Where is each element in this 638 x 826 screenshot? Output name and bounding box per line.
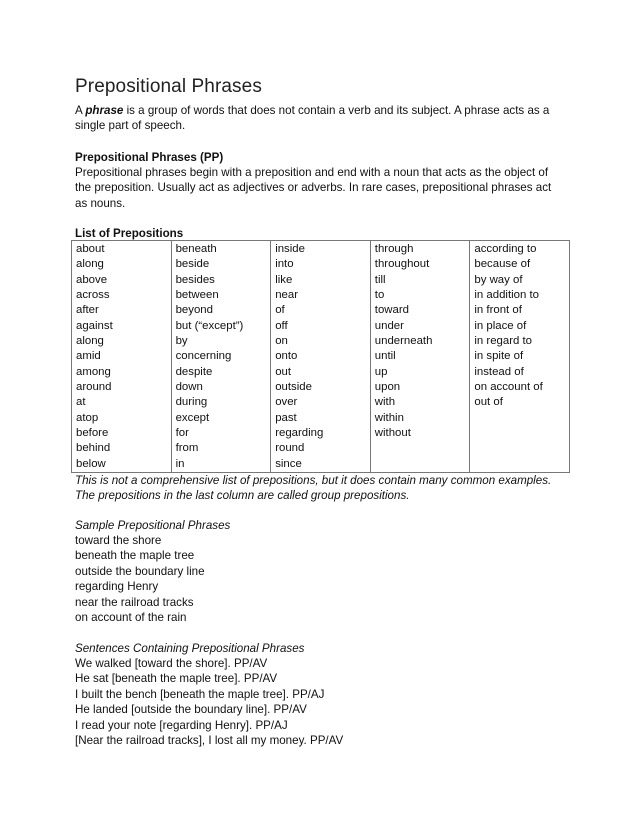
list-item: He landed [outside the boundary line]. PP/AV	[75, 703, 307, 717]
preposition-item: off	[275, 319, 288, 332]
preposition-item: among	[76, 365, 111, 378]
preposition-item: in front of	[474, 304, 522, 317]
preposition-item: after	[76, 304, 99, 317]
definition-term: phrase	[85, 104, 124, 117]
preposition-item: like	[275, 273, 293, 286]
preposition-item: till	[374, 273, 386, 286]
preposition-item: about	[76, 243, 105, 255]
preposition-item: according to	[474, 243, 537, 255]
preposition-item: at	[76, 396, 86, 409]
preposition-item: atop	[76, 411, 99, 424]
list-item: regarding Henry	[75, 580, 159, 594]
preposition-item: instead of	[474, 365, 524, 378]
preposition-item: below	[76, 457, 106, 470]
preposition-item: except	[175, 411, 210, 424]
preposition-item: beneath	[175, 243, 217, 255]
sample-heading: Sample Prepositional Phrases	[75, 519, 231, 532]
preposition-item: on account of	[474, 381, 543, 394]
preposition-item: along	[76, 258, 104, 271]
preposition-item: upon	[374, 381, 401, 394]
column-5-group-prepositions	[470, 241, 570, 473]
list-item: on account of the rain	[75, 611, 187, 625]
preposition-item: up	[374, 365, 388, 378]
preposition-item: besides	[175, 273, 215, 286]
preposition-item: out of	[474, 396, 503, 409]
note-line: This is not a comprehensive list of prepositions, but it does contain many common examples.	[75, 474, 552, 487]
preposition-item: toward	[374, 304, 409, 317]
preposition-item: by way of	[474, 273, 523, 286]
preposition-item: amid	[76, 350, 101, 363]
preposition-item: beside	[175, 258, 210, 271]
preposition-item: in spite of	[474, 350, 524, 363]
list-item: I read your note [regarding Henry]. PP/AJ	[75, 718, 288, 732]
phrase-definition	[75, 103, 565, 134]
preposition-item: because of	[474, 258, 531, 271]
preposition-item: against	[76, 319, 113, 332]
preposition-item: behind	[76, 442, 111, 455]
preposition-item: past	[275, 411, 297, 424]
preposition-item: in addition to	[474, 289, 539, 302]
list-item: We walked [toward the shore]. PP/AV	[75, 657, 268, 670]
preposition-item: in	[175, 457, 185, 470]
preposition-item: since	[275, 457, 302, 470]
list-item: near the railroad tracks	[75, 595, 194, 609]
column-4	[370, 241, 470, 473]
preposition-item: but (“except”)	[175, 319, 244, 332]
preposition-item: of	[275, 304, 285, 317]
preposition-item: from	[175, 442, 199, 455]
pp-heading: Prepositional Phrases (PP)	[75, 151, 224, 164]
preposition-item: into	[275, 258, 294, 271]
list-item: He sat [beneath the maple tree]. PP/AV	[75, 672, 278, 686]
preposition-item: around	[76, 381, 112, 394]
pp-description: Prepositional phrases begin with a preposition and end with a noun that acts as the object of the preposition. Usually act as adjectives or adverbs. In rare cases, prepositional phrases act as nouns.	[75, 166, 552, 210]
preposition-item: beyond	[175, 304, 213, 317]
sentences-heading: Sentences Containing Prepositional Phrases	[75, 642, 305, 655]
page-title: Prepositional Phrases	[75, 76, 262, 97]
preposition-item: throughout	[374, 258, 430, 271]
list-item: outside the boundary line	[75, 564, 205, 578]
preposition-item: inside	[275, 243, 305, 255]
preposition-item: over	[275, 396, 298, 409]
definition-start: A	[75, 104, 86, 117]
column-1	[72, 241, 172, 473]
preposition-item: with	[374, 396, 396, 409]
sentences-list	[75, 656, 565, 748]
preposition-item: to	[374, 289, 385, 302]
preposition-item: across	[76, 289, 110, 302]
list-heading: List of Prepositions	[75, 227, 184, 240]
preposition-item: in place of	[474, 319, 527, 332]
preposition-item: until	[374, 350, 396, 363]
definition-rest: is a group of words that does not contain a verb and its subject. A phrase acts as a single part of speech.	[75, 104, 550, 133]
preposition-item: without	[374, 427, 411, 440]
preposition-item: under	[374, 319, 404, 332]
column-3	[271, 241, 371, 473]
preposition-item: down	[175, 381, 203, 394]
preposition-item: round	[275, 442, 305, 455]
preposition-item: despite	[175, 365, 213, 378]
preposition-item: in regard to	[474, 335, 532, 348]
list-item: beneath the maple tree	[75, 549, 195, 563]
note-line: The prepositions in the last column are called group prepositions.	[75, 489, 410, 503]
preposition-item: between	[175, 289, 219, 302]
list-item: I built the bench [beneath the maple tree]. PP/AJ	[75, 687, 325, 701]
column-2	[171, 241, 271, 473]
preposition-item: outside	[275, 381, 312, 394]
preposition-item: onto	[275, 350, 298, 363]
table-note	[75, 473, 565, 504]
preposition-item: near	[275, 289, 298, 302]
preposition-item: before	[76, 427, 109, 440]
preposition-item: concerning	[175, 350, 232, 363]
preposition-item: above	[76, 273, 108, 286]
preposition-item: regarding	[275, 427, 324, 440]
preposition-item: out	[275, 365, 292, 378]
preposition-item: by	[175, 335, 188, 348]
preposition-item: along	[76, 335, 104, 348]
list-item: [Near the railroad tracks], I lost all my money. PP/AV	[75, 734, 344, 748]
preposition-item: underneath	[374, 335, 433, 348]
preposition-item: for	[175, 427, 189, 440]
preposition-item: during	[175, 396, 208, 409]
sample-list	[75, 533, 565, 625]
preposition-item: through	[374, 243, 414, 255]
table-row	[72, 241, 570, 473]
list-item: toward the shore	[75, 534, 162, 547]
prepositions-table	[71, 240, 570, 473]
preposition-item: within	[374, 411, 404, 424]
preposition-item: on	[275, 335, 288, 348]
